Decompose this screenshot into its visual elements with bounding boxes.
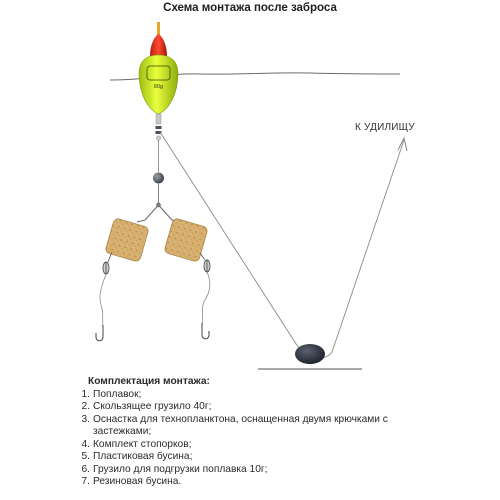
list-item-number: 1. <box>81 388 90 400</box>
legend-title: Комплектация монтажа: <box>88 376 210 387</box>
list-item <box>80 464 420 477</box>
rod-label: К УДИЛИЩУ <box>355 122 415 133</box>
list-item-number: 6. <box>81 463 90 475</box>
float-weight-label: 80g <box>153 84 164 90</box>
hook-left-icon <box>96 325 103 341</box>
rig-components-legend <box>80 376 420 489</box>
list-item-number: 7. <box>81 476 90 487</box>
list-item <box>80 439 420 452</box>
sliding-sinker <box>295 344 325 364</box>
list-item-number: 5. <box>81 451 90 462</box>
list-item <box>80 476 420 489</box>
list-item <box>80 451 420 464</box>
list-item-text: Грузило для подгрузки поплавка 10г; <box>93 463 268 475</box>
snap-left <box>103 252 112 274</box>
hook-leader-left <box>100 274 106 328</box>
diagram-title: Схема монтажа после заброса <box>163 2 337 14</box>
list-item <box>80 401 420 414</box>
float <box>139 22 178 124</box>
list-item <box>80 389 420 402</box>
list-item-number: 3. <box>81 413 90 425</box>
snap-right <box>200 253 210 272</box>
list-item-text: Оснастка для технопланктона, оснащенная двумя крючками с застежками; <box>93 413 388 437</box>
list-item <box>80 414 420 439</box>
legend-list <box>80 389 420 489</box>
list-item-text: Скользящее грузило 40г; <box>93 401 212 412</box>
list-item-text: Комплект стопорков; <box>93 438 192 450</box>
hook-leader-right <box>202 272 210 326</box>
list-item-text: Резиновая бусина. <box>93 476 182 487</box>
list-item-number: 4. <box>81 438 90 450</box>
hook-right-icon <box>202 323 209 339</box>
list-item-number: 2. <box>81 401 90 412</box>
list-item-text: Поплавок; <box>93 388 142 400</box>
cork-feeder-left <box>105 218 150 263</box>
list-item-text: Пластиковая бусина; <box>93 451 193 462</box>
ball-weight <box>153 173 164 184</box>
y-connector <box>137 203 180 222</box>
